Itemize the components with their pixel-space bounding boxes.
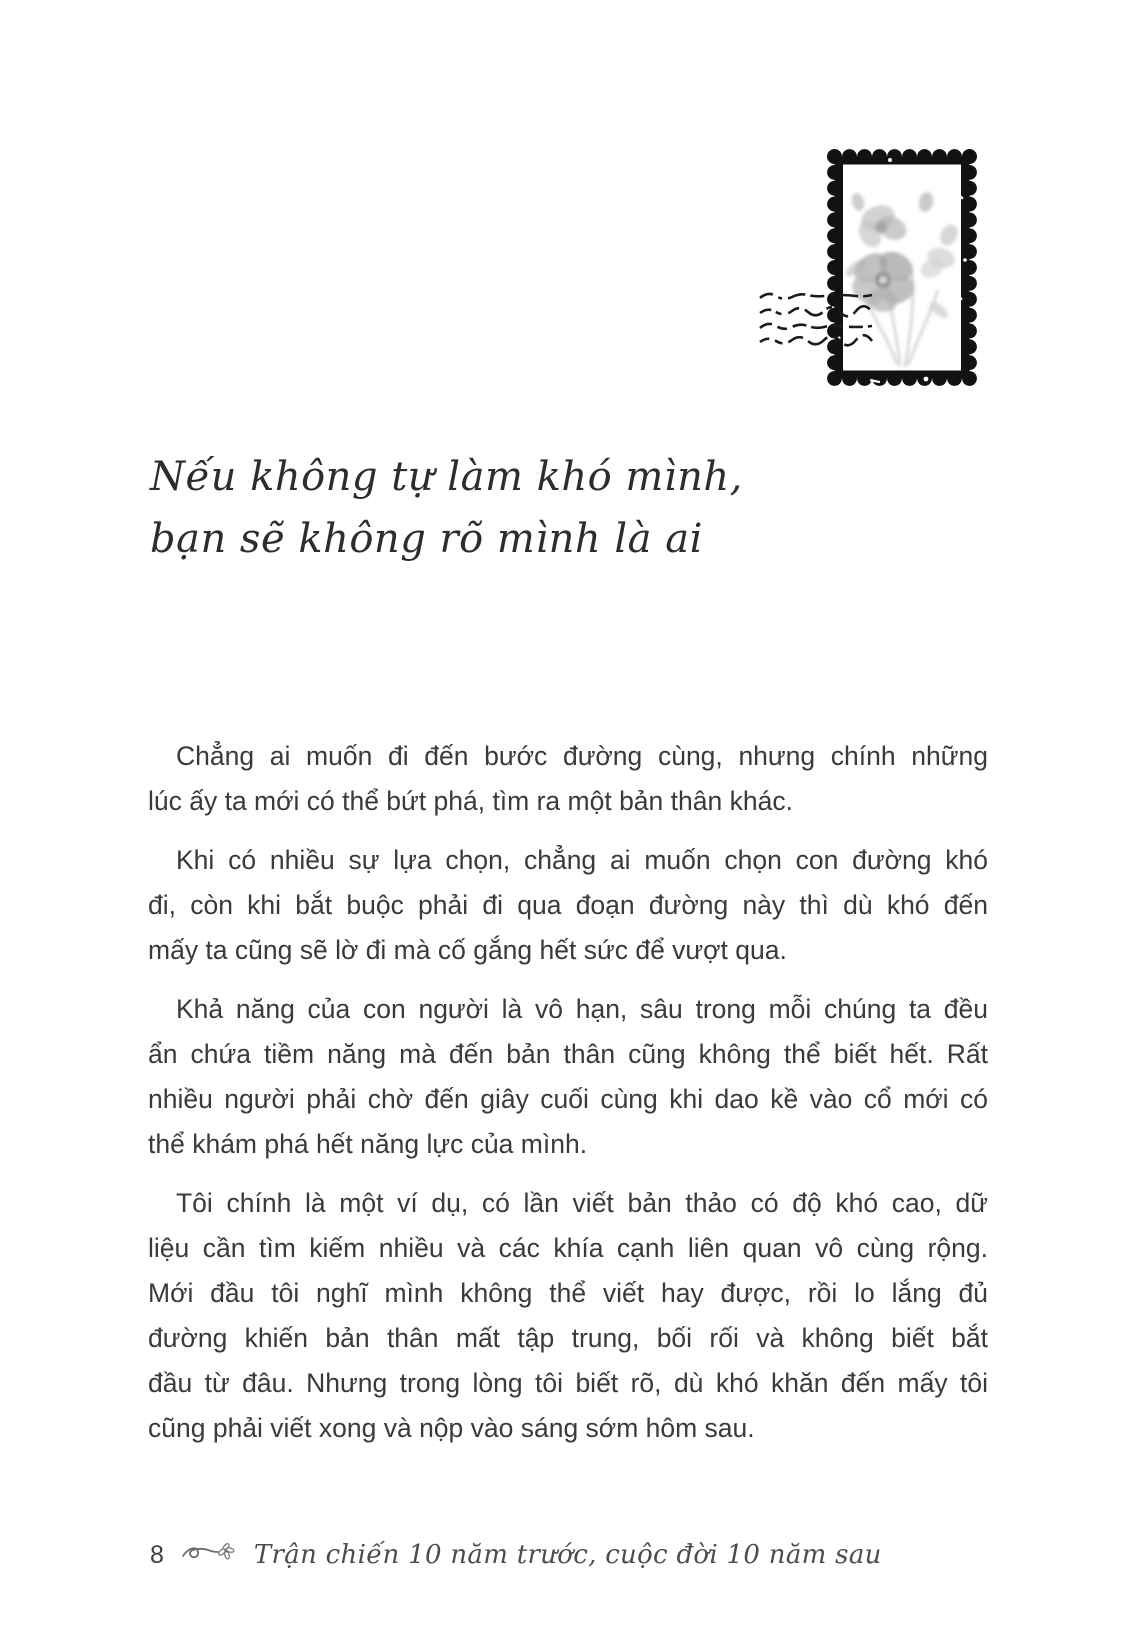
paragraph-line: Tôi chính là một ví dụ, có lần viết bản thảo có độ khó cao, dữ <box>176 1188 988 1218</box>
flourish-ornament-icon <box>180 1540 238 1571</box>
paragraph-line: Mới đầu tôi nghĩ mình không thể viết hay được, rồi lo lắng đủ <box>148 1278 988 1308</box>
stamp-decoration <box>740 140 990 395</box>
paragraph <box>148 1181 988 1451</box>
running-book-title: Trận chiến 10 năm trước, cuộc đời 10 năm sau <box>253 1540 882 1570</box>
paragraph-line: thể khám phá hết năng lực của mình. <box>148 1129 588 1159</box>
paragraph-line: mấy ta cũng sẽ lờ đi mà cố gắng hết sức để vượt qua. <box>148 935 787 965</box>
postage-stamp-icon <box>740 140 990 395</box>
chapter-title-line-2: bạn sẽ không rõ mình là ai <box>150 516 703 562</box>
paragraph-line: nhiều người phải chờ đến giây cuối cùng khi dao kề vào cổ mới có <box>148 1084 988 1114</box>
paragraph-line: Khi có nhiều sự lựa chọn, chẳng ai muốn chọn con đường khó <box>176 845 988 875</box>
paragraph-line: lúc ấy ta mới có thể bứt phá, tìm ra một bản thân khác. <box>148 786 793 816</box>
paragraph-line: cũng phải viết xong và nộp vào sáng sớm hôm sau. <box>148 1413 755 1443</box>
chapter-title <box>150 446 743 570</box>
paragraph-line: liệu cần tìm kiếm nhiều và các khía cạnh liên quan vô cùng rộng. <box>148 1233 988 1263</box>
chapter-title-line-1: Nếu không tự làm khó mình, <box>150 454 743 500</box>
body-text <box>148 734 988 1465</box>
paragraph <box>148 838 988 973</box>
page-footer <box>150 1534 882 1576</box>
paragraph-line: đầu từ đâu. Nhưng trong lòng tôi biết rõ, dù khó khăn đến mấy tôi <box>148 1368 988 1398</box>
paragraph <box>148 987 988 1167</box>
paragraph-line: Khả năng của con người là vô hạn, sâu trong mỗi chúng ta đều <box>176 994 988 1024</box>
paragraph-line: đường khiến bản thân mất tập trung, bối rối và không biết bắt <box>148 1323 988 1353</box>
page-number: 8 <box>150 1540 164 1569</box>
paragraph-line: Chẳng ai muốn đi đến bước đường cùng, nhưng chính những <box>176 741 988 771</box>
paragraph-line: ẩn chứa tiềm năng mà đến bản thân cũng không thể biết hết. Rất <box>148 1039 988 1069</box>
paragraph <box>148 734 988 824</box>
paragraph-line: đi, còn khi bắt buộc phải đi qua đoạn đường này thì dù khó đến <box>148 890 988 920</box>
